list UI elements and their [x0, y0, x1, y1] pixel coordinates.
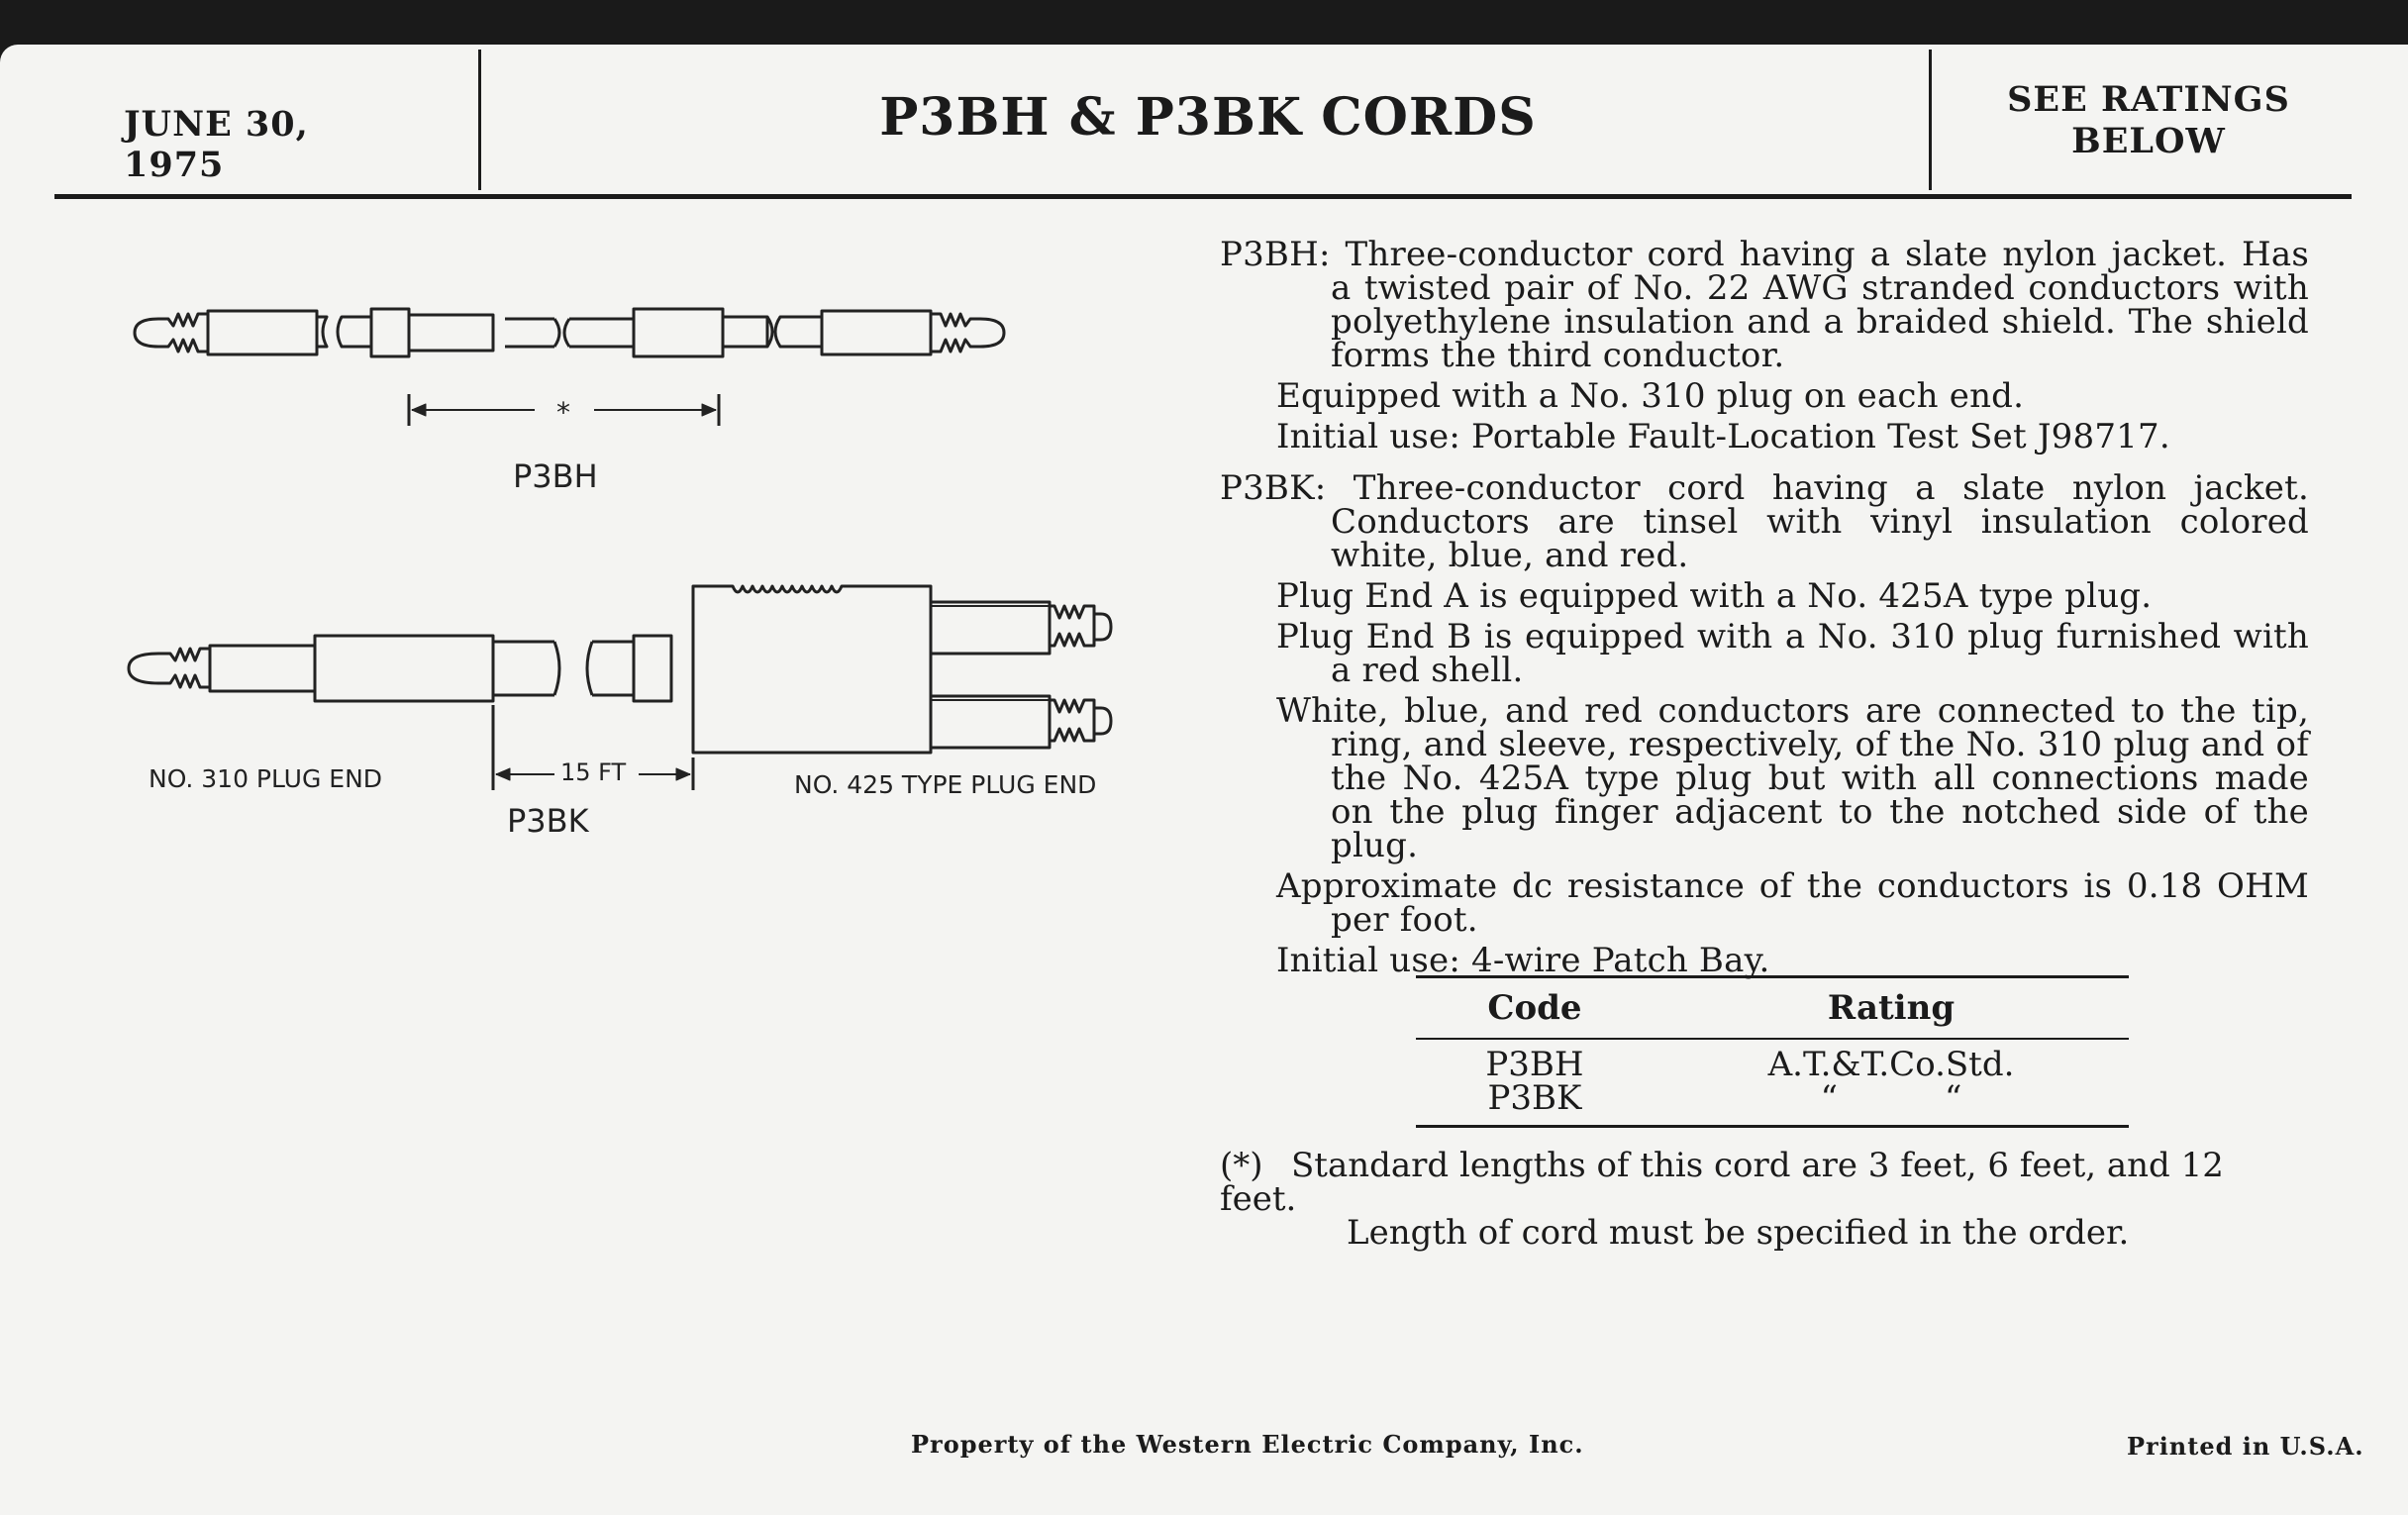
p3bk-initial-use: Initial use: 4-wire Patch Bay. [1276, 941, 1770, 980]
footnote-line1 [1220, 1146, 2309, 1219]
header-divider-right [1929, 50, 1932, 190]
footnote-text1: Standard lengths of this cord are 3 feet, 6 feet, and 12 feet. [1220, 1146, 2224, 1219]
p3bk-label: P3BK [507, 802, 589, 840]
footnote-line2: Length of cord must be specified in the order. [1347, 1213, 2130, 1253]
p3bk-description [1220, 468, 2309, 575]
cord-diagrams [0, 0, 1188, 891]
length-15ft-label: 15 FT [560, 758, 627, 786]
p3bh-equipped: Equipped with a No. 310 plug on each end. [1276, 376, 2025, 416]
p3bk-plug-a: Plug End A is equipped with a No. 425A type plug. [1276, 576, 2153, 616]
printed-notice: Printed in U.S.A. [2127, 1432, 2364, 1461]
p3bh-dimension-mark: * [556, 396, 570, 429]
p3bh-description [1220, 235, 2309, 375]
ratings-table [1416, 975, 2129, 1128]
description-column [1220, 235, 2309, 984]
plug-end-425-label: NO. 425 TYPE PLUG END [794, 770, 1097, 799]
plug-end-310-label: NO. 310 PLUG END [149, 764, 383, 793]
table-row [1416, 1078, 2129, 1118]
p3bk-resistance: Approximate dc resistance of the conductors is 0.18 OHM per foot. [1276, 866, 2309, 940]
p3bk-conductors: White, blue, and red conductors are connected to the tip, ring, and sleeve, respectively, of the No. 310 plug and of the No. 425A type plug but with all connections made on the plug finger adjacent to the notched side of the plug. [1276, 691, 2309, 865]
rating-cell: “ “ [1820, 1078, 1962, 1118]
footnote-mark: (*) [1220, 1146, 1263, 1185]
p3bh-label: P3BH [513, 457, 598, 495]
ratings-table-body [1416, 1040, 2129, 1125]
p3bh-code: P3BH: [1220, 235, 1331, 274]
ownership-notice: Property of the Western Electric Company, Inc. [911, 1430, 1584, 1459]
ratings-note [1941, 79, 2357, 162]
p3bh-desc-text: Three-conductor cord having a slate nylon jacket. Has a twisted pair of No. 22 AWG stranded conductors with polyethylene insulation and a braided shield. The shield forms the third conductor. [1331, 235, 2309, 375]
p3bk-plug-b: Plug End B is equipped with a No. 310 plug furnished with a red shell. [1276, 617, 2309, 690]
rating-cell: A.T.&T.Co.Std. [1767, 1045, 2015, 1084]
p3bk-desc-text: Three-conductor cord having a slate nylon jacket. Conductors are tinsel with vinyl insulation colored white, blue, and red. [1331, 468, 2309, 575]
ratings-note-line1: SEE RATINGS [2007, 79, 2290, 120]
rating-column-header: Rating [1827, 988, 1956, 1028]
table-row [1416, 1045, 2129, 1084]
ratings-table-header [1416, 978, 2129, 1040]
code-cell: P3BH [1485, 1045, 1584, 1084]
issue-date: JUNE 30, 1975 [124, 104, 309, 185]
code-column-header: Code [1487, 988, 1582, 1028]
p3bk-code: P3BK: [1220, 468, 1327, 508]
p3bh-initial-use: Initial use: Portable Fault-Location Test Set J98717. [1276, 417, 2170, 456]
page-title: P3BH & P3BK CORDS [879, 87, 1537, 148]
code-cell: P3BK [1487, 1078, 1582, 1118]
ratings-note-line2: BELOW [2071, 121, 2226, 161]
footnote [1220, 1146, 2309, 1253]
